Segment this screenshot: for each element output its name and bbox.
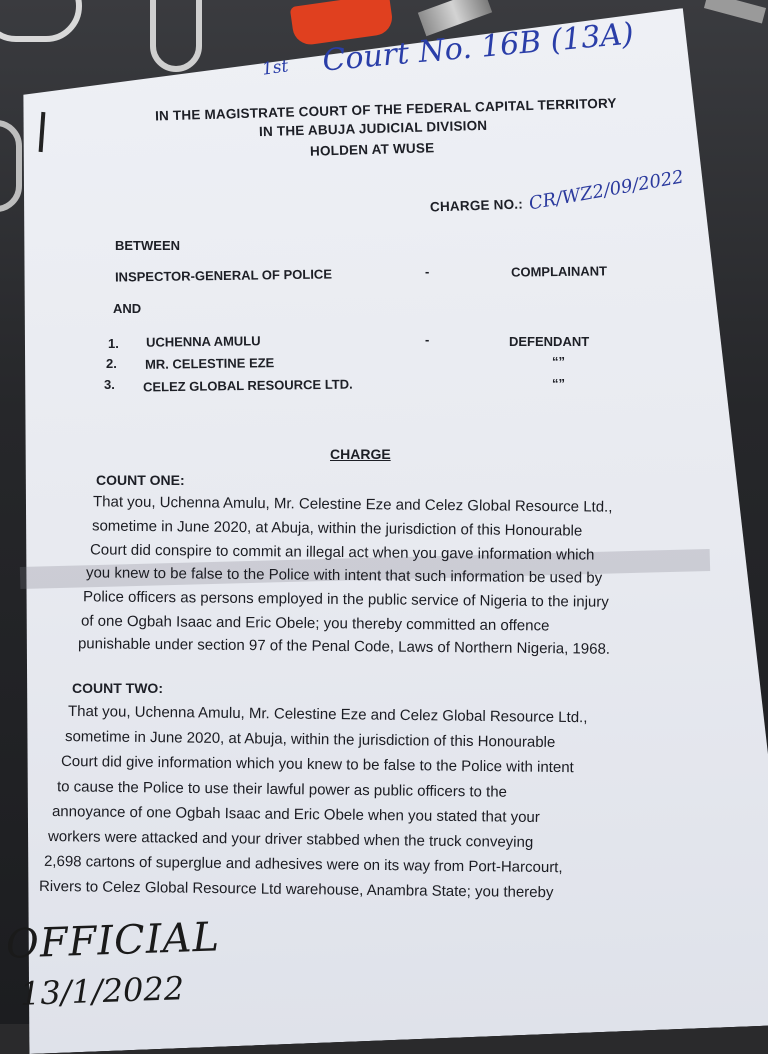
defendant-name: UCHENNA AMULU	[145, 333, 261, 350]
count-two-line: sometime in June 2020, at Abuja, within the jurisdiction of this Honourable	[64, 728, 556, 751]
handwritten-charge-number: CR/WZ2/09/2022	[527, 166, 686, 215]
count-one-heading: COUNT ONE:	[96, 472, 185, 488]
count-two-line: workers were attacked and your driver stabbed when the truck conveying	[47, 828, 534, 851]
and-label: AND	[113, 301, 142, 316]
count-one-line: sometime in June 2020, at Abuja, within the jurisdiction of this Honourable	[91, 517, 583, 540]
handwritten-court-number: Court No. 16B (13A)	[321, 16, 636, 79]
handwritten-note: 1st	[260, 56, 290, 80]
pen-mark	[39, 112, 46, 152]
defendant-number: 2.	[106, 356, 117, 371]
count-one-line: punishable under section 97 of the Penal Code, Laws of Northern Nigeria, 1968.	[77, 635, 611, 658]
ditto-mark: “”	[552, 376, 565, 391]
defendant-role: DEFENDANT	[509, 334, 590, 349]
court-header-line2: IN THE ABUJA JUDICIAL DIVISION	[258, 117, 488, 140]
charge-number-label: CHARGE NO.:	[429, 196, 524, 215]
party-dash: -	[425, 264, 430, 279]
ditto-mark: “”	[552, 354, 565, 369]
count-two-heading: COUNT TWO:	[72, 680, 163, 696]
count-two-line: Court did give information which you knew to be false to the Police with intent	[60, 752, 574, 777]
between-label: BETWEEN	[115, 238, 180, 253]
count-two-line: annoyance of one Ogbah Isaac and Eric Obele when you stated that your	[51, 803, 540, 826]
count-one-line: you knew to be false to the Police with intent that such information be used by	[85, 564, 603, 587]
count-two-line: to cause the Police to use their lawful power as public officers to the	[56, 778, 508, 801]
count-one-line: Court did conspire to commit an illegal act when you gave information which	[89, 541, 595, 564]
count-one-line: Police officers as persons employed in the public service of Nigeria to the injury	[82, 588, 609, 611]
court-header-line1: IN THE MAGISTRATE COURT OF THE FEDERAL CAPITAL TERRITORY	[154, 95, 617, 124]
party-dash: -	[425, 332, 430, 347]
handwritten-date: 13/1/2022	[19, 969, 185, 1013]
defendant-number: 1.	[108, 336, 119, 351]
complainant-role: COMPLAINANT	[510, 263, 608, 280]
defendant-number: 3.	[104, 377, 115, 392]
complainant-name: INSPECTOR-GENERAL OF POLICE	[114, 266, 333, 285]
count-two-line: That you, Uchenna Amulu, Mr. Celestine Eze and Celez Global Resource Ltd.,	[67, 702, 588, 727]
count-two-line: Rivers to Celez Global Resource Ltd warehouse, Anambra State; you thereby	[38, 877, 554, 902]
handwritten-official-stamp: OFFICIAL	[5, 914, 221, 968]
court-header-line3: HOLDEN AT WUSE	[309, 140, 435, 159]
count-one-line: That you, Uchenna Amulu, Mr. Celestine Eze and Celez Global Resource Ltd.,	[92, 493, 613, 516]
count-one-line: of one Ogbah Isaac and Eric Obele; you thereby committed an offence	[80, 612, 550, 635]
defendant-name: MR. CELESTINE EZE	[144, 355, 275, 372]
charge-title: CHARGE	[330, 446, 391, 462]
defendant-name: CELEZ GLOBAL RESOURCE LTD.	[142, 376, 353, 395]
count-two-line: 2,698 cartons of superglue and adhesives were on its way from Port-Harcourt,	[43, 852, 563, 877]
